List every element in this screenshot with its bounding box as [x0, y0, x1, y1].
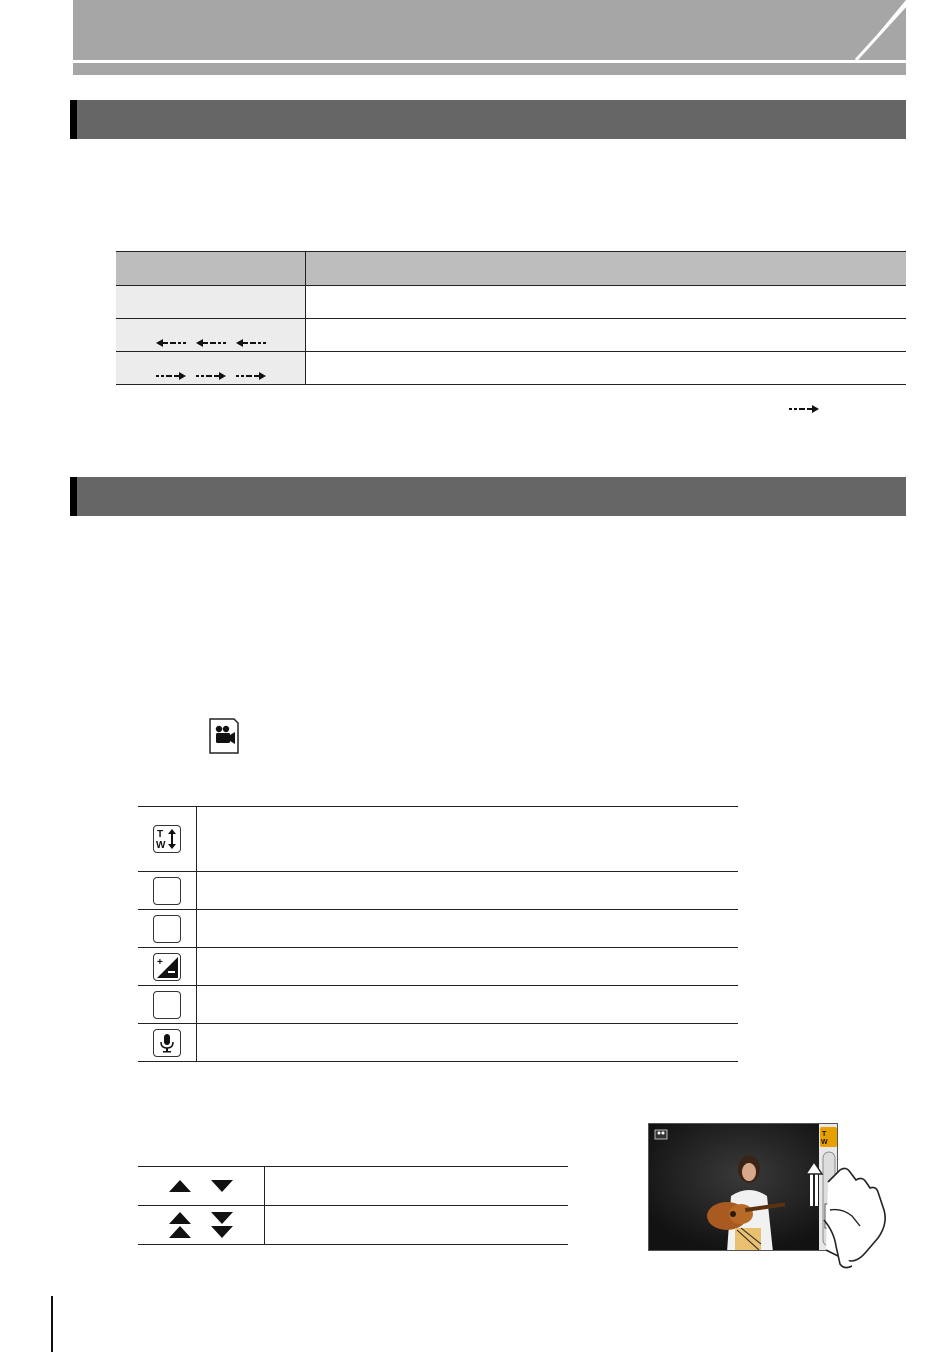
table-row	[138, 1024, 738, 1062]
arrow-right-dashed-icon	[196, 372, 226, 380]
arrow-right-dashed-icon	[156, 372, 186, 380]
table-cell-icon	[138, 910, 197, 947]
table-cell-text	[197, 872, 738, 909]
table-cell-icon	[138, 1024, 197, 1061]
arrow-right-dashed-icon	[236, 372, 266, 380]
table-cell-text	[197, 910, 738, 947]
table-cell-text	[265, 1167, 568, 1205]
table-row	[138, 948, 738, 986]
table-row	[138, 872, 738, 910]
table-cell-icons	[116, 352, 306, 384]
table-cell-text	[306, 352, 906, 384]
touch-icon-table	[138, 806, 738, 1062]
table-header-cell	[116, 252, 306, 285]
page-edge-line	[51, 1296, 53, 1352]
exposure-compensation-icon	[153, 953, 181, 981]
table-cell-icons	[138, 1167, 265, 1205]
table-cell-icon	[138, 986, 197, 1023]
double-triangle-up-icon	[168, 1211, 192, 1239]
svg-text:W: W	[156, 840, 166, 851]
table-row	[138, 1206, 568, 1245]
arrow-left-dashed-icon	[236, 339, 266, 347]
table-row	[116, 352, 906, 385]
table-cell-icon	[138, 807, 197, 871]
page-header-banner	[73, 0, 906, 75]
table-row	[138, 910, 738, 948]
table-cell-text	[265, 1206, 568, 1244]
table-cell-icons	[116, 286, 306, 318]
hand-icon	[800, 1160, 892, 1270]
table-cell-text	[306, 286, 906, 318]
microphone-icon	[153, 1029, 181, 1057]
table-cell-text	[197, 948, 738, 985]
table-cell-icons	[138, 1206, 265, 1244]
section-heading-bar	[70, 100, 906, 139]
table-cell-icon	[138, 948, 197, 985]
section-marker	[70, 477, 77, 516]
table-cell-icon	[138, 872, 197, 909]
table-row	[138, 986, 738, 1024]
table-cell-text	[306, 319, 906, 351]
blank-icon	[153, 991, 181, 1019]
table-cell-text	[197, 807, 738, 871]
table-header-cell	[306, 252, 906, 285]
double-triangle-down-icon	[210, 1211, 234, 1239]
svg-text:+: +	[157, 956, 163, 968]
table-cell-icons	[116, 319, 306, 351]
table-header-row	[116, 252, 906, 286]
table-row	[138, 807, 738, 872]
blank-icon	[153, 915, 181, 943]
table-row	[116, 286, 906, 319]
svg-text:T: T	[157, 829, 164, 840]
zoom-speed-table	[138, 1166, 568, 1245]
table-cell-text	[197, 1024, 738, 1061]
svg-text:T: T	[822, 1131, 827, 1138]
arrow-left-dashed-icon	[156, 339, 186, 347]
speed-table	[116, 251, 906, 385]
table-cell-text	[197, 986, 738, 1023]
section-marker	[70, 100, 77, 139]
svg-text:W: W	[821, 1139, 828, 1146]
zoom-tw-icon	[153, 825, 181, 853]
table-row	[116, 319, 906, 352]
table-row	[138, 1167, 568, 1206]
triangle-up-icon	[168, 1179, 192, 1193]
blank-icon	[153, 877, 181, 905]
motion-picture-mode-icon	[208, 717, 240, 760]
arrow-right-dashed-icon	[789, 405, 819, 413]
section-heading-bar	[70, 477, 906, 516]
triangle-down-icon	[210, 1179, 234, 1193]
arrow-left-dashed-icon	[196, 339, 226, 347]
